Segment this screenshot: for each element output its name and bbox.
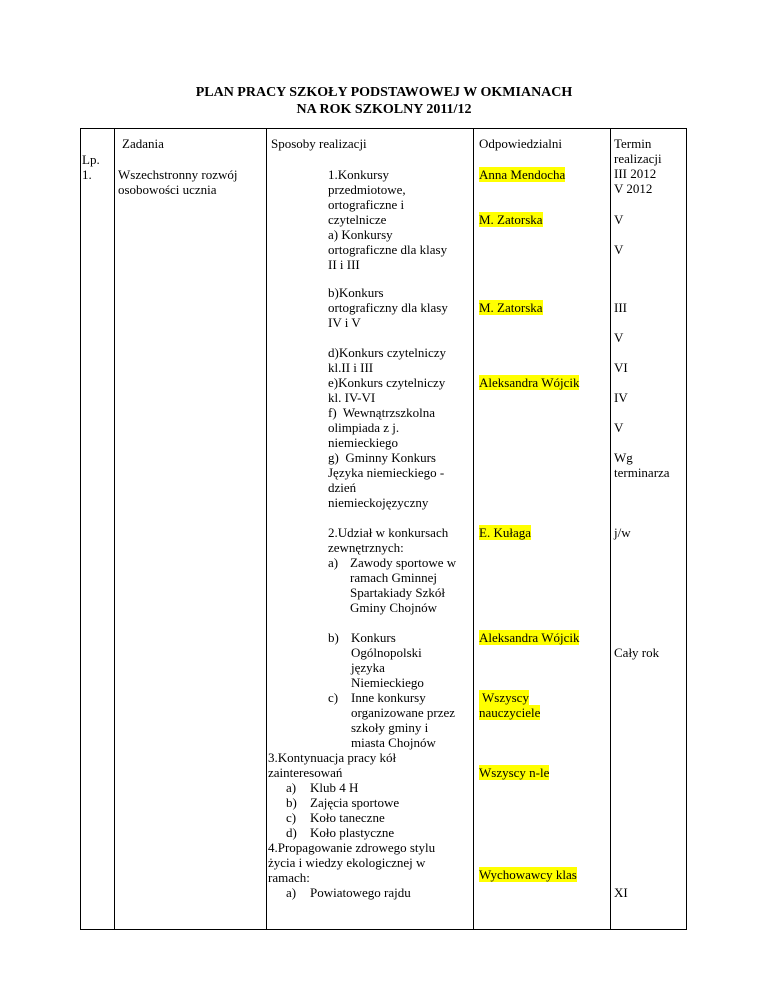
sposob-b6-item-a: Klub 4 H bbox=[310, 780, 359, 795]
sposob-b3-0: d)Konkurs czytelniczy bbox=[328, 345, 447, 360]
odp-6: Aleksandra Wójcik bbox=[479, 630, 580, 645]
termin-13: XI bbox=[614, 885, 628, 900]
header-lp: Lp. bbox=[82, 152, 100, 167]
col-border-1 bbox=[114, 128, 115, 930]
col-border-4 bbox=[610, 128, 611, 930]
sposob-b5b-2: organizowane przez bbox=[351, 705, 456, 720]
sposob-b6-item-c-marker: c) bbox=[286, 810, 297, 825]
sposob-b4a-2: ramach Gminnej bbox=[350, 570, 437, 585]
termin-6: V bbox=[614, 330, 624, 345]
sposob-b7-item-a-marker: a) bbox=[286, 885, 297, 900]
sposob-b1-4: a) Konkursy bbox=[328, 227, 393, 242]
document-title-line2: NA ROK SZKOLNY 2011/12 bbox=[296, 102, 472, 117]
sposob-b2-2: IV i V bbox=[328, 315, 361, 330]
sposob-b5b-1: Inne konkursy bbox=[351, 690, 426, 705]
sposob-b3-7: g) Gminny Konkurs bbox=[328, 450, 436, 465]
sposob-b3-2: e)Konkurs czytelniczy bbox=[328, 375, 446, 390]
table-border-top bbox=[80, 128, 687, 129]
termin-10b: terminarza bbox=[614, 465, 670, 480]
sposob-b1-5: ortograficzne dla klasy bbox=[328, 242, 448, 257]
odp-3: M. Zatorska bbox=[479, 300, 543, 315]
odp-4: Aleksandra Wójcik bbox=[479, 375, 580, 390]
odp-8: Wszyscy n-le bbox=[479, 765, 550, 780]
sposob-b1-0: 1.Konkursy bbox=[328, 167, 390, 182]
termin-5: III bbox=[614, 300, 627, 315]
sposob-b4a-marker: a) bbox=[328, 555, 339, 570]
sposob-b5b-marker: c) bbox=[328, 690, 339, 705]
termin-2: V 2012 bbox=[614, 181, 653, 196]
sposob-b1-2: ortograficzne i bbox=[328, 197, 405, 212]
sposob-b5a-4: Niemieckiego bbox=[351, 675, 424, 690]
sposob-b2-1: ortograficzny dla klasy bbox=[328, 300, 448, 315]
termin-9: V bbox=[614, 420, 624, 435]
col-border-0 bbox=[80, 128, 81, 930]
sposob-b3-10: niemieckojęzyczny bbox=[328, 495, 429, 510]
sposob-b1-3: czytelnicze bbox=[328, 212, 387, 227]
termin-11: j/w bbox=[614, 525, 631, 540]
sposob-b6-0: 3.Kontynuacja pracy kół bbox=[268, 750, 397, 765]
sposob-b4a-3: Spartakiady Szkół bbox=[350, 585, 445, 600]
sposob-b6-item-c: Koło taneczne bbox=[310, 810, 385, 825]
document-title-line1: PLAN PRACY SZKOŁY PODSTAWOWEJ W OKMIANACH bbox=[195, 85, 573, 100]
sposob-b5b-4: miasta Chojnów bbox=[351, 735, 436, 750]
col-border-3 bbox=[473, 128, 474, 930]
sposob-b7-0: 4.Propagowanie zdrowego stylu bbox=[268, 840, 436, 855]
odp-5: E. Kułaga bbox=[479, 525, 531, 540]
sposob-b6-1: zainteresowań bbox=[268, 765, 343, 780]
sposob-b6-item-b-marker: b) bbox=[286, 795, 297, 810]
termin-4: V bbox=[614, 242, 624, 257]
row-lp: 1. bbox=[82, 167, 92, 182]
sposob-b1-1: przedmiotowe, bbox=[328, 182, 406, 197]
header-termin: Termin bbox=[614, 136, 652, 151]
col-border-2 bbox=[266, 128, 267, 930]
sposob-b3-1: kl.II i III bbox=[328, 360, 374, 375]
sposob-b5a-1: Konkurs bbox=[351, 630, 396, 645]
odp-7a: Wszyscy bbox=[479, 690, 529, 705]
sposob-b5a-marker: b) bbox=[328, 630, 339, 645]
header-sposoby: Sposoby realizacji bbox=[271, 136, 367, 151]
termin-12: Cały rok bbox=[614, 645, 660, 660]
sposob-b3-6: niemieckiego bbox=[328, 435, 399, 450]
zadanie-line2: osobowości ucznia bbox=[118, 182, 217, 197]
sposob-b5b-3: szkoły gminy i bbox=[351, 720, 429, 735]
odp-7b: nauczyciele bbox=[479, 705, 541, 720]
sposob-b4-1: zewnętrznych: bbox=[328, 540, 404, 555]
header-termin-2: realizacji bbox=[614, 151, 662, 166]
sposob-b2-0: b)Konkurs bbox=[328, 285, 384, 300]
sposob-b3-8: Języka niemieckiego - bbox=[328, 465, 445, 480]
sposob-b3-4: f) Wewnątrzszkolna bbox=[328, 405, 436, 420]
sposob-b1-6: II i III bbox=[328, 257, 360, 272]
sposob-b7-item-a: Powiatowego rajdu bbox=[310, 885, 411, 900]
table-border-bottom bbox=[80, 929, 687, 930]
sposob-b6-item-a-marker: a) bbox=[286, 780, 297, 795]
sposob-b7-1: życia i wiedzy ekologicznej w bbox=[268, 855, 426, 870]
header-odpowiedzialni: Odpowiedzialni bbox=[479, 136, 563, 151]
termin-1: III 2012 bbox=[614, 166, 657, 181]
termin-7: VI bbox=[614, 360, 628, 375]
termin-10a: Wg bbox=[614, 450, 633, 465]
sposob-b3-3: kl. IV-VI bbox=[328, 390, 376, 405]
sposob-b3-9: dzień bbox=[328, 480, 357, 495]
sposob-b3-5: olimpiada z j. bbox=[328, 420, 400, 435]
zadanie-line1: Wszechstronny rozwój bbox=[118, 167, 238, 182]
sposob-b6-item-d: Koło plastyczne bbox=[310, 825, 395, 840]
header-zadania: Zadania bbox=[122, 136, 164, 151]
sposob-b5a-3: języka bbox=[351, 660, 385, 675]
sposob-b4a-1: Zawody sportowe w bbox=[350, 555, 457, 570]
sposob-b7-2: ramach: bbox=[268, 870, 310, 885]
sposob-b6-item-b: Zajęcia sportowe bbox=[310, 795, 400, 810]
sposob-b4-0: 2.Udział w konkursach bbox=[328, 525, 449, 540]
odp-2: M. Zatorska bbox=[479, 212, 543, 227]
termin-8: IV bbox=[614, 390, 628, 405]
odp-9: Wychowawcy klas bbox=[479, 867, 577, 882]
sposob-b6-item-d-marker: d) bbox=[286, 825, 297, 840]
termin-3: V bbox=[614, 212, 624, 227]
col-border-5 bbox=[686, 128, 687, 930]
sposob-b4a-4: Gminy Chojnów bbox=[350, 600, 438, 615]
odp-1: Anna Mendocha bbox=[479, 167, 566, 182]
sposob-b5a-2: Ogólnopolski bbox=[351, 645, 422, 660]
